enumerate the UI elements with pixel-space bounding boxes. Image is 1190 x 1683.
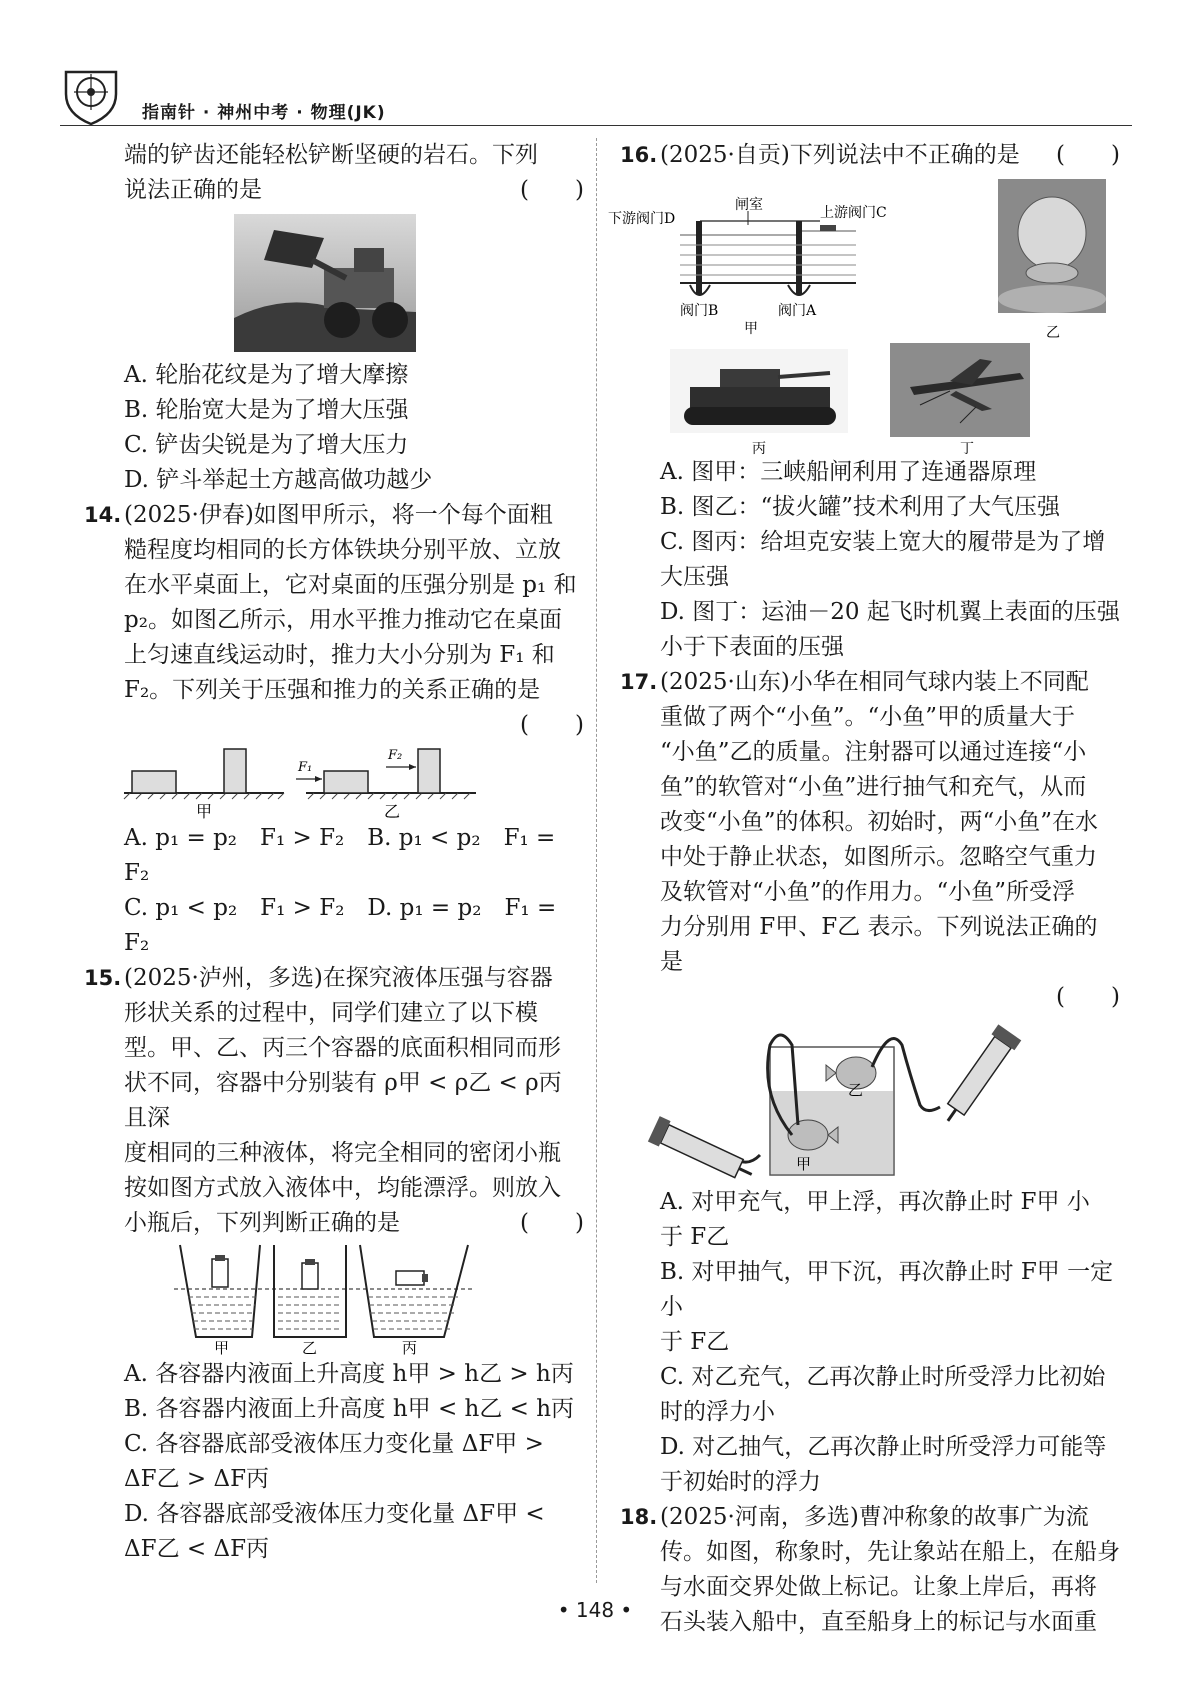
cupping-jar-photo (998, 179, 1106, 341)
svg-text:丁: 丁 (960, 441, 974, 457)
q14-line: p₂。如图乙所示，用水平推力推动它在桌面 (124, 607, 562, 633)
q14-line: 上匀速直线运动时，推力大小分别为 F₁ 和 (124, 642, 555, 668)
left-column (84, 138, 584, 1567)
q17-line: 鱼”的软管对“小鱼”进行抽气和充气，从而 (660, 774, 1087, 800)
q16-figure (608, 173, 1120, 457)
q15-option-b: B. 各容器内液面上升高度 h甲 < h乙 < h丙 (124, 1396, 575, 1422)
q14-bracket-line (124, 708, 584, 743)
fig-label: 甲 (196, 802, 213, 821)
svg-text:甲: 甲 (214, 1339, 230, 1357)
q17-line: 重做了两个“小鱼”。“小鱼”甲的质量大于 (660, 704, 1076, 730)
q14-line: 在水平桌面上，它对桌面的压强分别是 p₁ 和 (124, 572, 577, 598)
q15-line: (2025·泸州，多选)在探究液体压强与容器 (124, 965, 553, 991)
q16-option-a: A. 图甲：三峡船闸利用了连通器原理 (660, 459, 1037, 485)
q15-containers-figure (84, 1241, 584, 1357)
q17-line: “小鱼”乙的质量。注射器可以通过连接“小 (660, 739, 1087, 765)
page-number: • 148 • (557, 1598, 633, 1622)
running-header: 指南针 · 神州中考 · 物理(JK) (142, 103, 386, 123)
q17-option-a: A. 对甲充气，甲上浮，再次静止时 F甲 小 (660, 1189, 1090, 1215)
q13-continuation-line: 说法正确的是 ( ) (84, 173, 584, 208)
q17-option-c: C. 对乙充气，乙再次静止时所受浮力比初始 (660, 1364, 1106, 1390)
svg-text:下游阀门D: 下游阀门D (608, 211, 676, 227)
q16-option-d-cont: 小于下表面的压强 (660, 634, 844, 660)
ship-lock-diagram (608, 196, 887, 337)
tank-photo (670, 349, 848, 457)
q17-bracket-line (660, 980, 1120, 1015)
question-number: 15. (84, 966, 122, 990)
q18-line: 与水面交界处做上标记。让象上岸后，再将 (660, 1574, 1097, 1600)
q17-option-b: B. 对甲抽气，甲下沉，再次静止时 F甲 一定小 (660, 1259, 1114, 1320)
svg-text:阀门B: 阀门B (680, 303, 719, 319)
q15-option-a: A. 各容器内液面上升高度 h甲 > h乙 > h丙 (124, 1361, 574, 1387)
answer-bracket: ( ) (520, 712, 584, 738)
q15-line: 按如图方式放入液体中，均能漂浮。则放入 (124, 1175, 561, 1201)
question-14 (84, 498, 584, 743)
q17-line: 力分别用 F甲、F乙 表示。下列说法正确的是 (660, 914, 1098, 975)
answer-bracket: ( ) (1056, 984, 1120, 1010)
q14-options-cd: C. p₁ < p₂ F₁ > F₂ D. p₁ = p₂ F₁ = F₂ (124, 895, 557, 956)
q16-option-b: B. 图乙：“拔火罐”技术利用了大气压强 (660, 494, 1061, 520)
q17-option-c-cont: 时的浮力小 (660, 1399, 775, 1425)
answer-bracket: ( ) (520, 1210, 584, 1236)
question-16 (620, 138, 1120, 173)
q14-line: (2025·伊春)如图甲所示，将一个每个面粗 (124, 502, 553, 528)
q18-line: 传。如图，称象时，先让象站在船上，在船身 (660, 1539, 1120, 1565)
q17-line: 中处于静止状态，如图所示。忽略空气重力 (660, 844, 1097, 870)
svg-text:乙: 乙 (1046, 325, 1060, 341)
q15-option-d-cont: ΔF乙 < ΔF丙 (124, 1536, 270, 1562)
q17-option-d: D. 对乙抽气，乙再次静止时所受浮力可能等 (660, 1434, 1107, 1460)
svg-text:丙: 丙 (402, 1339, 418, 1357)
q16-line: (2025·自贡)下列说法中不正确的是 ( ) (660, 138, 1120, 173)
q14-figure (84, 743, 584, 821)
svg-text:闸室: 闸室 (735, 197, 763, 213)
question-15 (84, 961, 584, 1241)
question-number: 17. (620, 670, 658, 694)
q17-option-d-cont: 于初始时的浮力 (660, 1469, 821, 1495)
q18-line: (2025·河南，多选)曹冲称象的故事广为流 (660, 1504, 1089, 1530)
svg-text:甲: 甲 (744, 321, 758, 337)
svg-text:丙: 丙 (752, 441, 766, 457)
q15-line: 状不同，容器中分别装有 ρ甲 < ρ乙 < ρ丙 且深 (124, 1070, 562, 1131)
q15-option-c-cont: ΔF乙 > ΔF丙 (124, 1466, 270, 1492)
q15-option-d: D. 各容器底部受液体压力变化量 ΔF甲 < (124, 1501, 545, 1527)
publisher-logo-icon (60, 64, 122, 126)
fig-label: F₂ (388, 748, 403, 763)
q15-line: 形状关系的过程中，同学们建立了以下模 (124, 1000, 538, 1026)
fig-label: 乙 (384, 802, 401, 821)
q17-option-a-cont: 于 F乙 (660, 1224, 730, 1250)
q13-continuation-line: 端的铲齿还能轻松铲断坚硬的岩石。下列 (124, 142, 538, 168)
q17-option-b-cont: 于 F乙 (660, 1329, 730, 1355)
q13-option-d: D. 铲斗举起土方越高做功越少 (124, 467, 433, 493)
q15-line: 小瓶后，下列判断正确的是 ( ) (124, 1206, 584, 1241)
q15-option-c: C. 各容器底部受液体压力变化量 ΔF甲 > (124, 1431, 544, 1457)
q17-line: 改变“小鱼”的体积。初始时，两“小鱼”在水 (660, 809, 1099, 835)
q13-option-c: C. 铲齿尖锐是为了增大压力 (124, 432, 409, 458)
q15-line: 型。甲、乙、丙三个容器的底面积相同而形 (124, 1035, 561, 1061)
q16-option-c: C. 图丙：给坦克安装上宽大的履带是为了增 (660, 529, 1106, 555)
question-number: 14. (84, 503, 122, 527)
answer-bracket: ( ) (520, 177, 584, 203)
q17-line: (2025·山东)小华在相同气球内装上不同配 (660, 669, 1089, 695)
q17-syringe-fish-figure (620, 1015, 1120, 1185)
fig-label: F₁ (298, 760, 313, 775)
question-17 (620, 665, 1120, 1015)
answer-bracket: ( ) (1056, 142, 1120, 168)
question-number: 16. (620, 143, 658, 167)
q13-option-b: B. 轮胎宽大是为了增大压强 (124, 397, 409, 423)
svg-text:乙: 乙 (848, 1081, 864, 1099)
svg-text:阀门A: 阀门A (778, 303, 817, 319)
header-rule (60, 125, 1132, 126)
q18-line: 石头装入船中，直至船身上的标记与水面重 (660, 1609, 1097, 1635)
q16-option-c-cont: 大压强 (660, 564, 729, 590)
right-column (608, 138, 1120, 1640)
svg-text:甲: 甲 (796, 1155, 812, 1173)
loader-photo (84, 208, 584, 358)
q15-line: 度相同的三种液体，将完全相同的密闭小瓶 (124, 1140, 561, 1166)
q14-options-ab: A. p₁ = p₂ F₁ > F₂ B. p₁ < p₂ F₁ = F₂ (124, 825, 556, 886)
q14-line: F₂。下列关于压强和推力的关系正确的是 (124, 677, 541, 703)
svg-text:乙: 乙 (302, 1339, 318, 1357)
column-divider (596, 138, 597, 1583)
q13-option-a: A. 轮胎花纹是为了增大摩擦 (124, 362, 409, 388)
question-number: 18. (620, 1505, 658, 1529)
q14-line: 糙程度均相同的长方体铁块分别平放、立放 (124, 537, 561, 563)
q17-line: 及软管对“小鱼”的作用力。“小鱼”所受浮 (660, 879, 1076, 905)
svg-text:上游阀门C: 上游阀门C (820, 205, 887, 221)
aircraft-photo (890, 343, 1030, 457)
q16-option-d: D. 图丁：运油－20 起飞时机翼上表面的压强 (660, 599, 1120, 625)
